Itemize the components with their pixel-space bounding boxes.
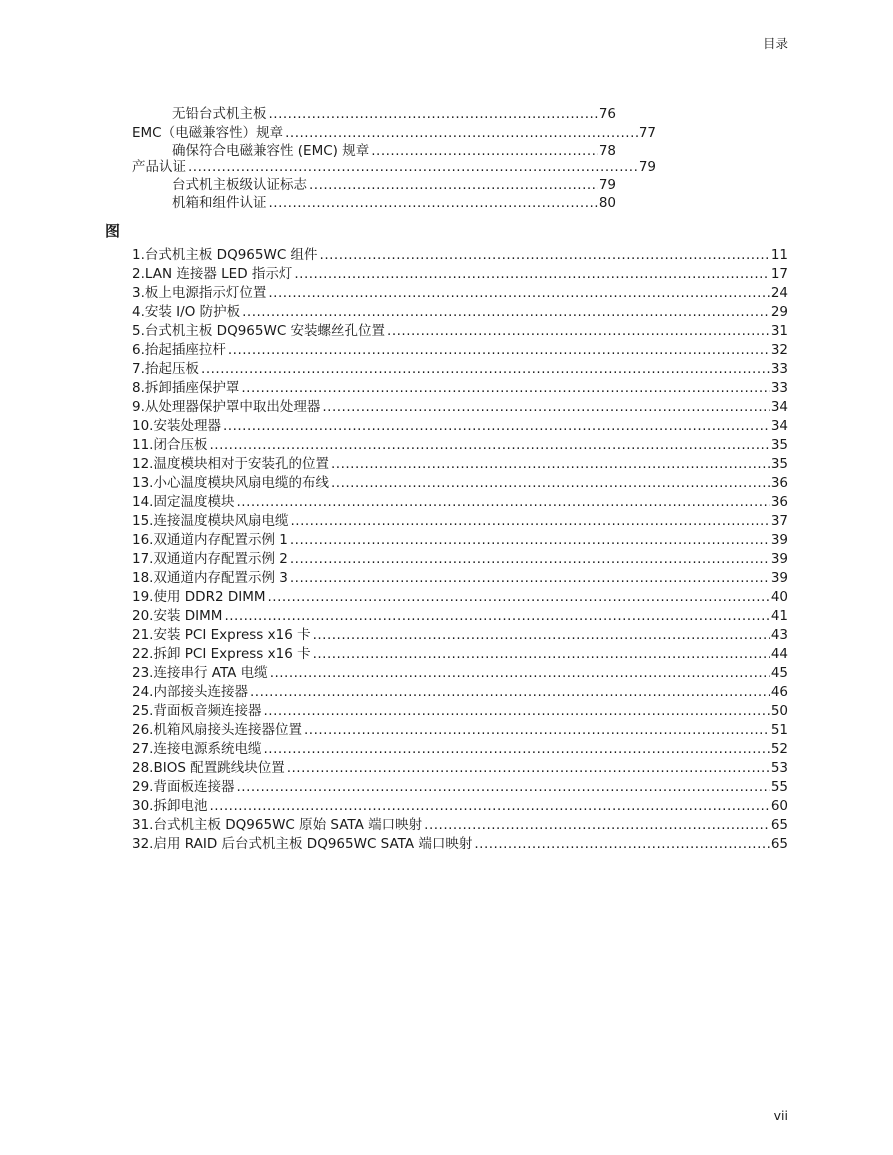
page-number: vii	[773, 1108, 788, 1123]
toc-entry[interactable]	[0, 175, 721, 194]
toc-entry-label: EMC（电磁兼容性）规章	[132, 125, 284, 141]
figure-label: 抬起压板	[145, 361, 200, 377]
dot-leader	[268, 285, 769, 302]
figure-page: 55	[770, 779, 788, 795]
figure-label: 安装处理器	[153, 418, 221, 434]
figure-page: 50	[770, 703, 788, 719]
dot-leader	[269, 195, 598, 212]
figure-entry[interactable]	[0, 435, 893, 454]
figure-page: 39	[770, 532, 788, 548]
figure-number: 5.	[132, 323, 145, 339]
toc-entry-label: 机箱和组件认证	[172, 195, 267, 211]
figure-entry[interactable]	[0, 587, 893, 606]
figure-page: 11	[770, 247, 788, 263]
figure-number: 29.	[132, 779, 154, 795]
figure-page: 46	[770, 684, 788, 700]
dot-leader	[224, 608, 769, 625]
figure-entry[interactable]	[0, 815, 893, 834]
figure-page: 65	[770, 817, 788, 833]
dot-leader	[304, 722, 770, 739]
figure-label: 从处理器保护罩中取出处理器	[144, 399, 321, 415]
figure-number: 9.	[132, 399, 145, 415]
figure-entry[interactable]	[0, 568, 893, 587]
figure-entry[interactable]	[0, 682, 893, 701]
toc-entry[interactable]	[0, 193, 721, 212]
figure-number: 17.	[132, 551, 154, 567]
dot-leader	[331, 475, 770, 492]
figure-page: 39	[770, 570, 788, 586]
toc-entry-label: 确保符合电磁兼容性 (EMC) 规章	[172, 143, 370, 159]
figure-label: 连接串行 ATA 电缆	[153, 665, 268, 681]
figure-number: 10.	[132, 418, 154, 434]
dot-leader	[263, 703, 769, 720]
figure-number: 32.	[132, 836, 154, 852]
figure-page: 17	[770, 266, 788, 282]
dot-leader	[241, 380, 769, 397]
dot-leader	[387, 323, 770, 340]
dot-leader	[242, 304, 770, 321]
figure-label: 使用 DDR2 DIMM	[153, 589, 266, 605]
figure-label: 台式机主板 DQ965WC 原始 SATA 端口映射	[153, 817, 423, 833]
figure-entry[interactable]	[0, 720, 893, 739]
figure-number: 11.	[132, 437, 154, 453]
figure-label: 闭合压板	[153, 437, 208, 453]
dot-leader	[188, 159, 638, 176]
figure-page: 44	[770, 646, 788, 662]
dot-leader	[309, 177, 598, 194]
figure-entry[interactable]	[0, 397, 893, 416]
figure-page: 32	[770, 342, 788, 358]
figure-entry[interactable]	[0, 416, 893, 435]
toc-entry-page: 80	[598, 195, 616, 211]
figure-page: 36	[770, 494, 788, 510]
figure-page: 65	[770, 836, 788, 852]
figure-number: 26.	[132, 722, 154, 738]
figure-label: 拆卸电池	[153, 798, 208, 814]
figure-label: 抬起插座拉杆	[144, 342, 226, 358]
figure-number: 14.	[132, 494, 154, 510]
figure-label: 固定温度模块	[153, 494, 235, 510]
dot-leader	[269, 106, 598, 123]
figure-label: 双通道内存配置示例 1	[153, 532, 288, 548]
figure-number: 3.	[132, 285, 145, 301]
figure-page: 34	[770, 418, 788, 434]
figure-entry[interactable]	[0, 302, 893, 321]
figure-entry[interactable]	[0, 834, 893, 853]
dot-leader	[290, 532, 770, 549]
page-header-title: 目录	[762, 36, 788, 51]
dot-leader	[322, 399, 769, 416]
dot-leader	[270, 665, 770, 682]
figure-label: 连接温度模块风扇电缆	[153, 513, 289, 529]
figure-label: 温度模块相对于安装孔的位置	[153, 456, 329, 472]
figure-page: 37	[770, 513, 788, 529]
figure-label: 启用 RAID 后台式机主板 DQ965WC SATA 端口映射	[153, 836, 473, 852]
figure-entry[interactable]	[0, 644, 893, 663]
toc-entry-page: 78	[598, 143, 616, 159]
figure-number: 1.	[132, 247, 145, 263]
dot-leader	[331, 456, 770, 473]
figure-page: 36	[770, 475, 788, 491]
figure-label: 双通道内存配置示例 2	[153, 551, 288, 567]
toc-entry[interactable]	[0, 123, 761, 142]
dot-leader	[294, 266, 769, 283]
figure-label: 安装 DIMM	[153, 608, 223, 624]
figure-entry[interactable]	[0, 663, 893, 682]
figure-label: BIOS 配置跳线块位置	[153, 760, 285, 776]
dot-leader	[287, 760, 770, 777]
figure-label: 台式机主板 DQ965WC 安装螺丝孔位置	[144, 323, 386, 339]
dot-leader	[290, 551, 770, 568]
figure-label: 背面板连接器	[153, 779, 235, 795]
figure-label: 台式机主板 DQ965WC 组件	[144, 247, 318, 263]
figure-entry[interactable]	[0, 264, 893, 283]
figure-page: 29	[770, 304, 788, 320]
figure-page: 52	[770, 741, 788, 757]
toc-entry-page: 77	[638, 125, 656, 141]
figure-number: 19.	[132, 589, 154, 605]
figure-entry[interactable]	[0, 321, 893, 340]
figure-number: 8.	[132, 380, 145, 396]
dot-leader	[313, 627, 770, 644]
figure-number: 18.	[132, 570, 154, 586]
figure-page: 39	[770, 551, 788, 567]
figure-entry[interactable]	[0, 549, 893, 568]
figure-number: 12.	[132, 456, 154, 472]
figure-entry[interactable]	[0, 454, 893, 473]
dot-leader	[290, 513, 769, 530]
figure-number: 13.	[132, 475, 154, 491]
figure-page: 60	[770, 798, 788, 814]
dot-leader	[236, 494, 769, 511]
figure-number: 4.	[132, 304, 145, 320]
figure-page: 45	[770, 665, 788, 681]
figure-page: 35	[770, 456, 788, 472]
figure-page: 31	[770, 323, 788, 339]
figure-entry[interactable]	[0, 530, 893, 549]
figure-number: 23.	[132, 665, 154, 681]
dot-leader	[228, 342, 770, 359]
dot-leader	[209, 798, 769, 815]
dot-leader	[474, 836, 769, 853]
figure-page: 53	[770, 760, 788, 776]
dot-leader	[223, 418, 770, 435]
dot-leader	[424, 817, 770, 834]
figure-label: 双通道内存配置示例 3	[153, 570, 288, 586]
dot-leader	[285, 125, 638, 142]
figure-number: 6.	[132, 342, 145, 358]
figure-label: LAN 连接器 LED 指示灯	[144, 266, 293, 282]
figure-number: 15.	[132, 513, 154, 529]
figure-page: 33	[770, 380, 788, 396]
figure-number: 31.	[132, 817, 154, 833]
figure-entry[interactable]	[0, 473, 893, 492]
toc-entry-label: 台式机主板级认证标志	[172, 177, 307, 193]
figure-number: 24.	[132, 684, 154, 700]
figure-entry[interactable]	[0, 625, 893, 644]
figure-entry[interactable]	[0, 758, 893, 777]
dot-leader	[268, 589, 770, 606]
figure-entry[interactable]	[0, 701, 893, 720]
figure-entry[interactable]	[0, 511, 893, 530]
figure-number: 16.	[132, 532, 154, 548]
figure-label: 拆卸插座保护罩	[144, 380, 240, 396]
figure-label: 安装 PCI Express x16 卡	[153, 627, 311, 643]
toc-entry-label: 产品认证	[132, 159, 186, 175]
figure-page: 43	[770, 627, 788, 643]
figures-section-title: 图	[105, 222, 121, 240]
dot-leader	[313, 646, 770, 663]
dot-leader	[250, 684, 770, 701]
figure-number: 28.	[132, 760, 154, 776]
figure-label: 机箱风扇接头连接器位置	[153, 722, 302, 738]
figure-page: 35	[770, 437, 788, 453]
toc-entry-page: 79	[598, 177, 616, 193]
dot-leader	[201, 361, 770, 378]
figure-entry[interactable]	[0, 606, 893, 625]
dot-leader	[290, 570, 770, 587]
figure-label: 板上电源指示灯位置	[144, 285, 267, 301]
figure-page: 41	[770, 608, 788, 624]
figure-entry[interactable]	[0, 492, 893, 511]
figure-number: 30.	[132, 798, 154, 814]
figure-entry[interactable]	[0, 777, 893, 796]
figure-label: 安装 I/O 防护板	[144, 304, 241, 320]
figure-number: 2.	[132, 266, 145, 282]
toc-entry-page: 79	[638, 159, 656, 175]
figure-page: 34	[770, 399, 788, 415]
figure-page: 24	[770, 285, 788, 301]
toc-entry-page: 76	[598, 106, 616, 122]
figure-label: 背面板音频连接器	[153, 703, 262, 719]
figure-page: 40	[770, 589, 788, 605]
toc-entry[interactable]	[0, 104, 721, 123]
figure-entry[interactable]	[0, 283, 893, 302]
figure-entry[interactable]	[0, 796, 893, 815]
figure-label: 小心温度模块风扇电缆的布线	[153, 475, 329, 491]
figure-label: 连接电源系统电缆	[153, 741, 262, 757]
figure-entry[interactable]	[0, 739, 893, 758]
figure-number: 25.	[132, 703, 154, 719]
figure-page: 51	[770, 722, 788, 738]
dot-leader	[320, 247, 770, 264]
figure-number: 27.	[132, 741, 154, 757]
figure-entry[interactable]	[0, 245, 893, 264]
figure-entry[interactable]	[0, 340, 893, 359]
figure-entry[interactable]	[0, 359, 893, 378]
figure-number: 22.	[132, 646, 154, 662]
figure-label: 内部接头连接器	[153, 684, 248, 700]
figure-entry[interactable]	[0, 378, 893, 397]
figure-number: 21.	[132, 627, 154, 643]
toc-entry[interactable]	[0, 157, 761, 176]
figure-number: 20.	[132, 608, 154, 624]
figure-label: 拆卸 PCI Express x16 卡	[153, 646, 311, 662]
dot-leader	[263, 741, 769, 758]
dot-leader	[236, 779, 769, 796]
figure-page: 33	[770, 361, 788, 377]
toc-entry-label: 无铅台式机主板	[172, 106, 267, 122]
dot-leader	[209, 437, 769, 454]
figure-number: 7.	[132, 361, 145, 377]
